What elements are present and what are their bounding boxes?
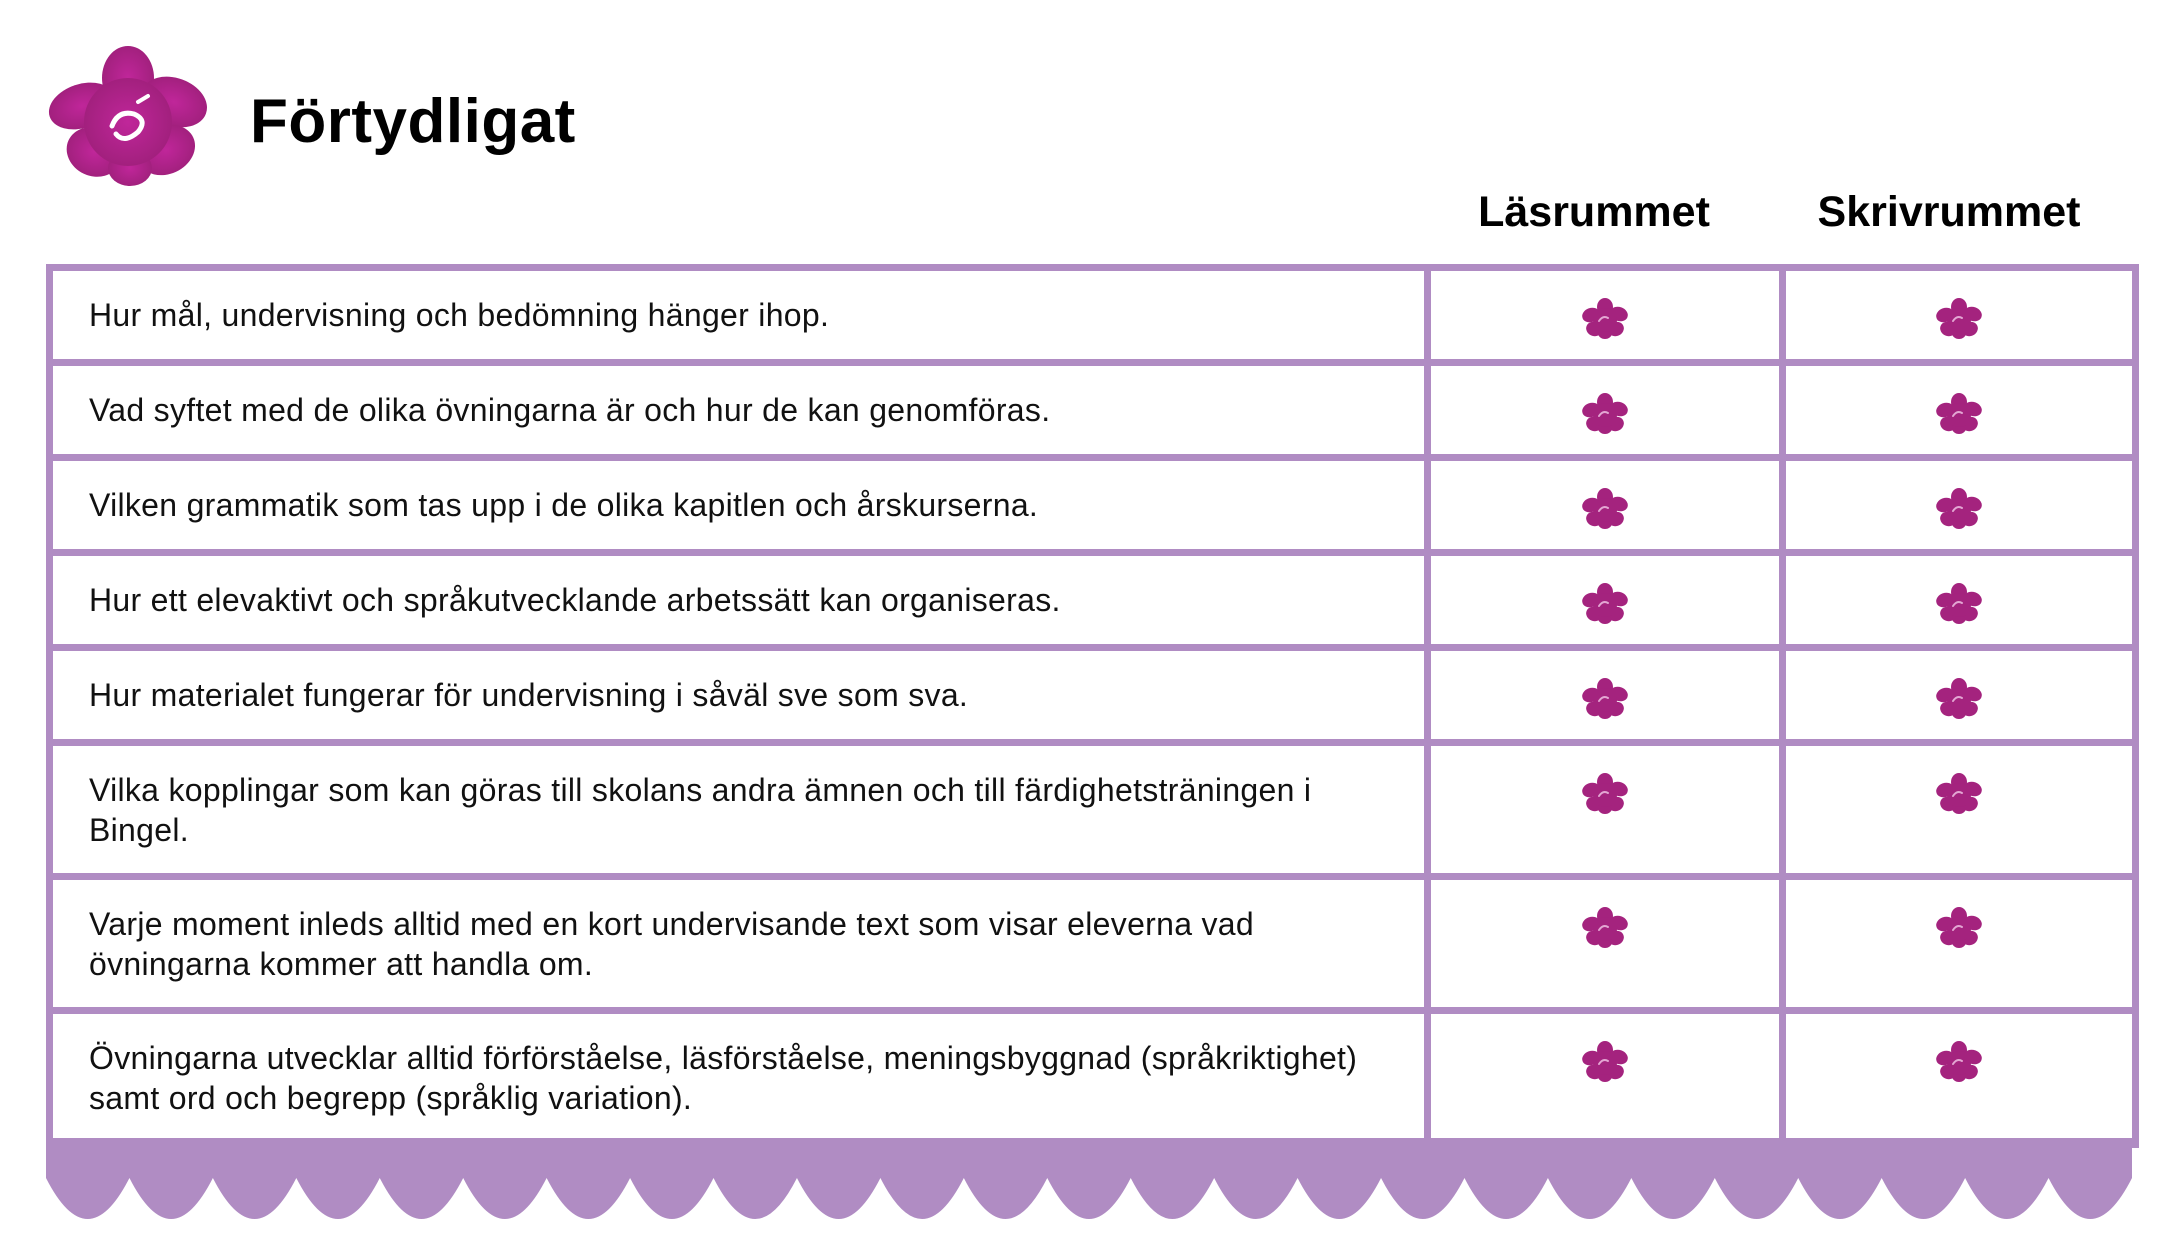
flower-logo-icon bbox=[42, 40, 214, 190]
lasrummet-cell bbox=[1428, 458, 1783, 553]
flower-check-icon bbox=[1934, 906, 1984, 950]
flower-check-icon bbox=[1934, 1040, 1984, 1084]
column-header-lasrummet: Läsrummet bbox=[1478, 188, 1710, 236]
flower-check-icon bbox=[1934, 297, 1984, 341]
flower-check-icon bbox=[1934, 677, 1984, 721]
flower-check-icon bbox=[1580, 297, 1630, 341]
skrivrummet-cell bbox=[1783, 743, 2136, 877]
lasrummet-cell bbox=[1428, 877, 1783, 1011]
page-title: Förtydligat bbox=[250, 87, 576, 156]
table-row bbox=[50, 877, 2136, 1011]
table-row bbox=[50, 1011, 2136, 1145]
table-row bbox=[50, 648, 2136, 743]
skrivrummet-cell bbox=[1783, 553, 2136, 648]
lasrummet-cell bbox=[1428, 1011, 1783, 1145]
flower-check-icon bbox=[1580, 677, 1630, 721]
skrivrummet-cell bbox=[1783, 648, 2136, 743]
row-text: Hur materialet fungerar för undervisning i såväl sve som sva. bbox=[50, 648, 1428, 743]
lasrummet-cell bbox=[1428, 553, 1783, 648]
column-header-skrivrummet: Skrivrummet bbox=[1817, 188, 2081, 236]
row-text: Vad syftet med de olika övningarna är och hur de kan genomföras. bbox=[50, 363, 1428, 458]
table-row bbox=[50, 743, 2136, 877]
table-row bbox=[50, 553, 2136, 648]
flower-check-icon bbox=[1580, 906, 1630, 950]
lasrummet-cell bbox=[1428, 268, 1783, 363]
flower-check-icon bbox=[1934, 772, 1984, 816]
row-text: Vilka kopplingar som kan göras till skolans andra ämnen och till färdighetsträningen i Bingel. bbox=[50, 743, 1428, 877]
row-text: Vilken grammatik som tas upp i de olika kapitlen och årskurserna. bbox=[50, 458, 1428, 553]
lasrummet-cell bbox=[1428, 363, 1783, 458]
skrivrummet-cell bbox=[1783, 877, 2136, 1011]
skrivrummet-cell bbox=[1783, 363, 2136, 458]
flower-check-icon bbox=[1934, 582, 1984, 626]
table-row bbox=[50, 458, 2136, 553]
flower-check-icon bbox=[1934, 392, 1984, 436]
row-text: Varje moment inleds alltid med en kort undervisande text som visar eleverna vad övningarna kommer att handla om. bbox=[50, 877, 1428, 1011]
row-text: Övningarna utvecklar alltid förförståelse, läsförståelse, meningsbyggnad (språkriktighet) samt ord och begrepp (språklig variation). bbox=[50, 1011, 1428, 1145]
flower-check-icon bbox=[1580, 487, 1630, 531]
flower-check-icon bbox=[1580, 392, 1630, 436]
row-text: Hur ett elevaktivt och språkutvecklande arbetssätt kan organiseras. bbox=[50, 553, 1428, 648]
feature-table bbox=[46, 264, 2132, 1148]
flower-check-icon bbox=[1580, 772, 1630, 816]
flower-check-icon bbox=[1580, 1040, 1630, 1084]
skrivrummet-cell bbox=[1783, 1011, 2136, 1145]
flower-check-icon bbox=[1934, 487, 1984, 531]
row-text: Hur mål, undervisning och bedömning hänger ihop. bbox=[50, 268, 1428, 363]
flower-check-icon bbox=[1580, 582, 1630, 626]
lasrummet-cell bbox=[1428, 743, 1783, 877]
table-row bbox=[50, 363, 2136, 458]
skrivrummet-cell bbox=[1783, 458, 2136, 553]
scalloped-border bbox=[46, 1138, 2132, 1230]
skrivrummet-cell bbox=[1783, 268, 2136, 363]
table-row bbox=[50, 268, 2136, 363]
lasrummet-cell bbox=[1428, 648, 1783, 743]
